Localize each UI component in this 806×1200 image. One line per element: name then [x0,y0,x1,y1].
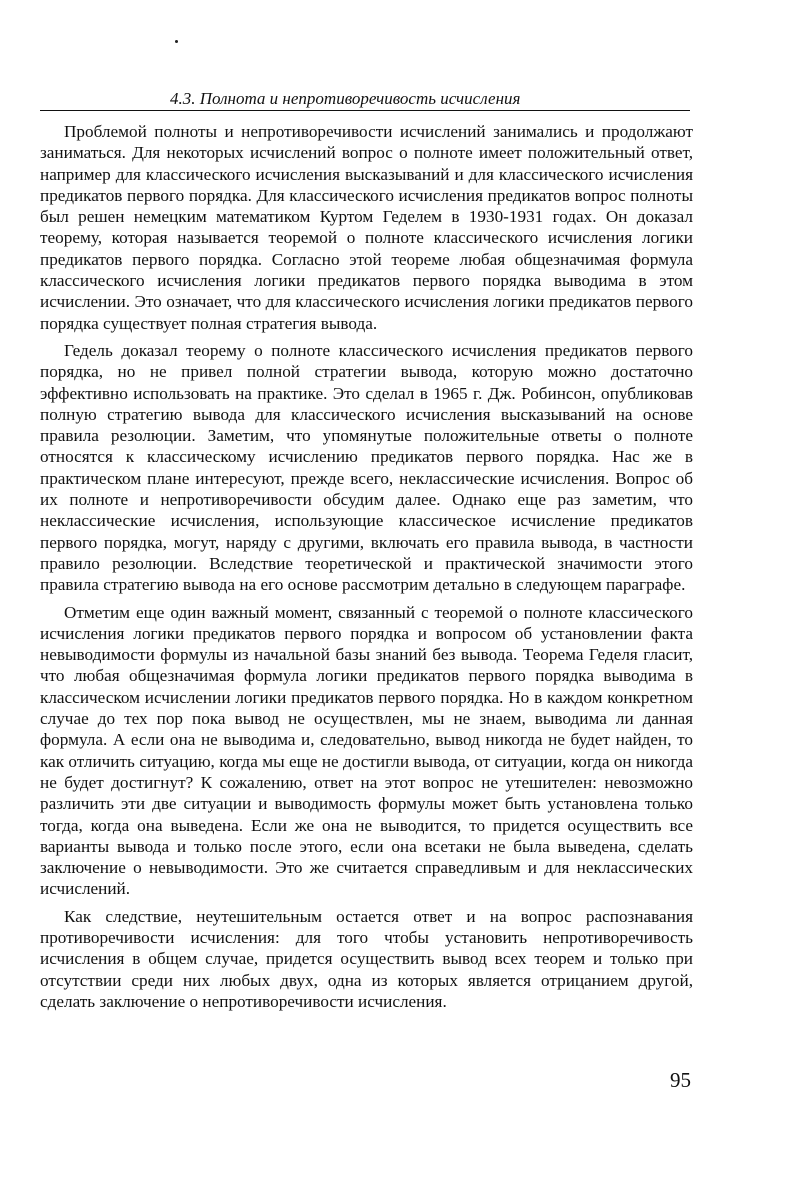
section-title: 4.3. Полнота и непротиворечивость исчисления [170,89,521,108]
running-header [40,88,690,111]
body-text [40,121,693,1018]
paragraph-3: Отметим еще один важный момент, связанный с теоремой о полноте классического исчисления логики предикатов первого порядка и вопросом об установлении факта невыводимости формулы из начальной базы знаний без вывода. Теорема Геделя гласит, что любая общезначимая формула логики предикатов первого порядка выводима в классическом исчислении логики предикатов первого порядка. Но в каждом конкретном случае до тех пор пока вывод не осуществлен, мы не знаем, выводима ли данная формула. А если она не выводима и, следовательно, вывод никогда не будет найден, то как отличить ситуацию, когда мы еще не достигли вывода, от ситуации, когда он никогда не будет достигнут? К сожалению, ответ на этот вопрос не утешителен: невозможно различить эти две ситуации и выводимость формулы может быть установлена только тогда, когда она выведена. Если же она не выводится, то придется осуществить все варианты вывода и только после этого, если она всетаки не была выведена, сделать заключение о невыводимости. Это же считается справедливым и для неклассических исчислений. [40,602,693,899]
paragraph-1: Проблемой полноты и непротиворечивости исчислений занимались и продолжают заниматься. Для некоторых исчислений вопрос о полноте имеет положительный ответ, например для классического исчисления высказываний и для классического исчисления предикатов первого порядка. Для классического исчисления предикатов вопрос полноты был решен немецким математиком Куртом Геделем в 1930-1931 годах. Он доказал теорему, которая называется теоремой о полноте классического исчисления логики предикатов первого порядка. Согласно этой теореме любая общезначимая формула классического исчисления логики предикатов первого порядка выводима в этом исчислении. Это означает, что для классического исчисления логики предикатов первого порядка существует полная стратегия вывода. [40,122,693,333]
page-number: 95 [670,1068,691,1092]
paragraph-2: Гедель доказал теорему о полноте классического исчисления предикатов первого порядка, но не привел полной стратегии вывода, которую можно достаточно эффективно использовать на практике. Это сделал в 1965 г. Дж. Робинсон, опубликовав полную стратегию вывода для классического исчисления высказываний на основе правила резолюции. Заметим, что упомянутые положительные ответы о полноте относятся к классическому исчислению предикатов первого порядка. Нас же в практическом плане интересуют, прежде всего, неклассические исчисления. Вопрос об их полноте и непротиворечивости обсудим далее. Однако еще раз заметим, что неклассические исчисления, использующие классическое исчисление предикатов первого порядка, могут, наряду с другими, включать его правила вывода, в частности правило резолюции. Вследствие теоретической и практической значимости этого правила стратегию вывода на его основе рассмотрим детально в следующем параграфе. [40,340,693,595]
scan-speck [175,40,178,43]
paragraph-4: Как следствие, неутешительным остается ответ и на вопрос распознавания противоречивости исчисления: для того чтобы установить непротиворечивость исчисления в общем случае, придется осуществить вывод всех теорем и только при отсутствии среди них любых двух, одна из которых является отрицанием другой, сделать заключение о непротиворечивости исчисления. [40,906,693,1011]
